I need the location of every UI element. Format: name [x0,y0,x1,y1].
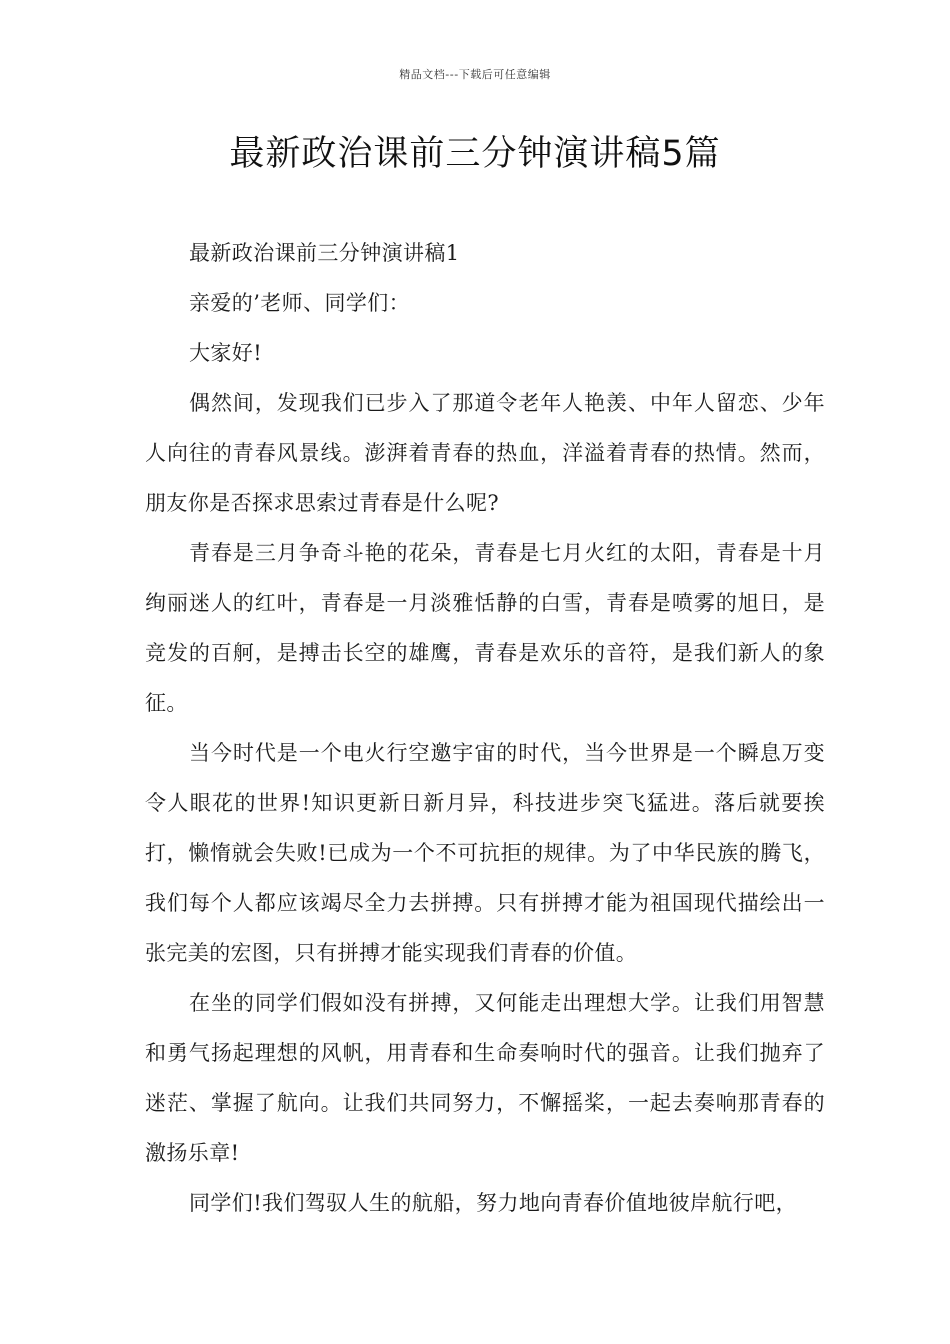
section-heading: 最新政治课前三分钟演讲稿1 [189,241,460,265]
salutation: 亲爱的’老师、同学们： [189,291,411,315]
header-note: 精品文档---下载后可任意编辑 [399,68,551,81]
document-body [145,228,825,1228]
document-title: 最新政治课前三分钟演讲稿5篇 [229,134,721,174]
paragraph: 当今时代是一个电火行空邀宇宙的时代，当今世界是一个瞬息万变令人眼花的世界!知识更新日新月异，科技进步突飞猛进。落后就要挨打，懒惰就会失败!已成为一个不可抗拒的规律。为了中华民族的腾飞，我们每个人都应该竭尽全力去拼搏。只有拼搏才能为祖国现代描绘出一张完美的宏图，只有拼搏才能实现我们青春的价值。 [145,741,825,965]
paragraph: 在坐的同学们假如没有拼搏，又何能走出理想大学。让我们用智慧和勇气扬起理想的风帆，用青春和生命奏响时代的强音。让我们抛弃了迷茫、掌握了航向。让我们共同努力，不懈摇桨，一起去奏响那青春的激扬乐章! [145,991,825,1165]
paragraph: 偶然间，发现我们已步入了那道令老年人艳羡、中年人留恋、少年人向往的青春风景线。澎湃着青春的热血，洋溢着青春的热情。然而，朋友你是否探求思索过青春是什么呢? [145,391,825,515]
paragraph: 同学们!我们驾驭人生的航船，努力地向青春价值地彼岸航行吧， [189,1191,798,1215]
greeting: 大家好! [189,341,263,365]
paragraph: 青春是三月争奇斗艳的花朵，青春是七月火红的太阳，青春是十月绚丽迷人的红叶，青春是一月淡雅恬静的白雪，青春是喷雾的旭日，是竞发的百舸，是搏击长空的雄鹰，青春是欢乐的音符，是我们新人的象征。 [145,541,825,715]
